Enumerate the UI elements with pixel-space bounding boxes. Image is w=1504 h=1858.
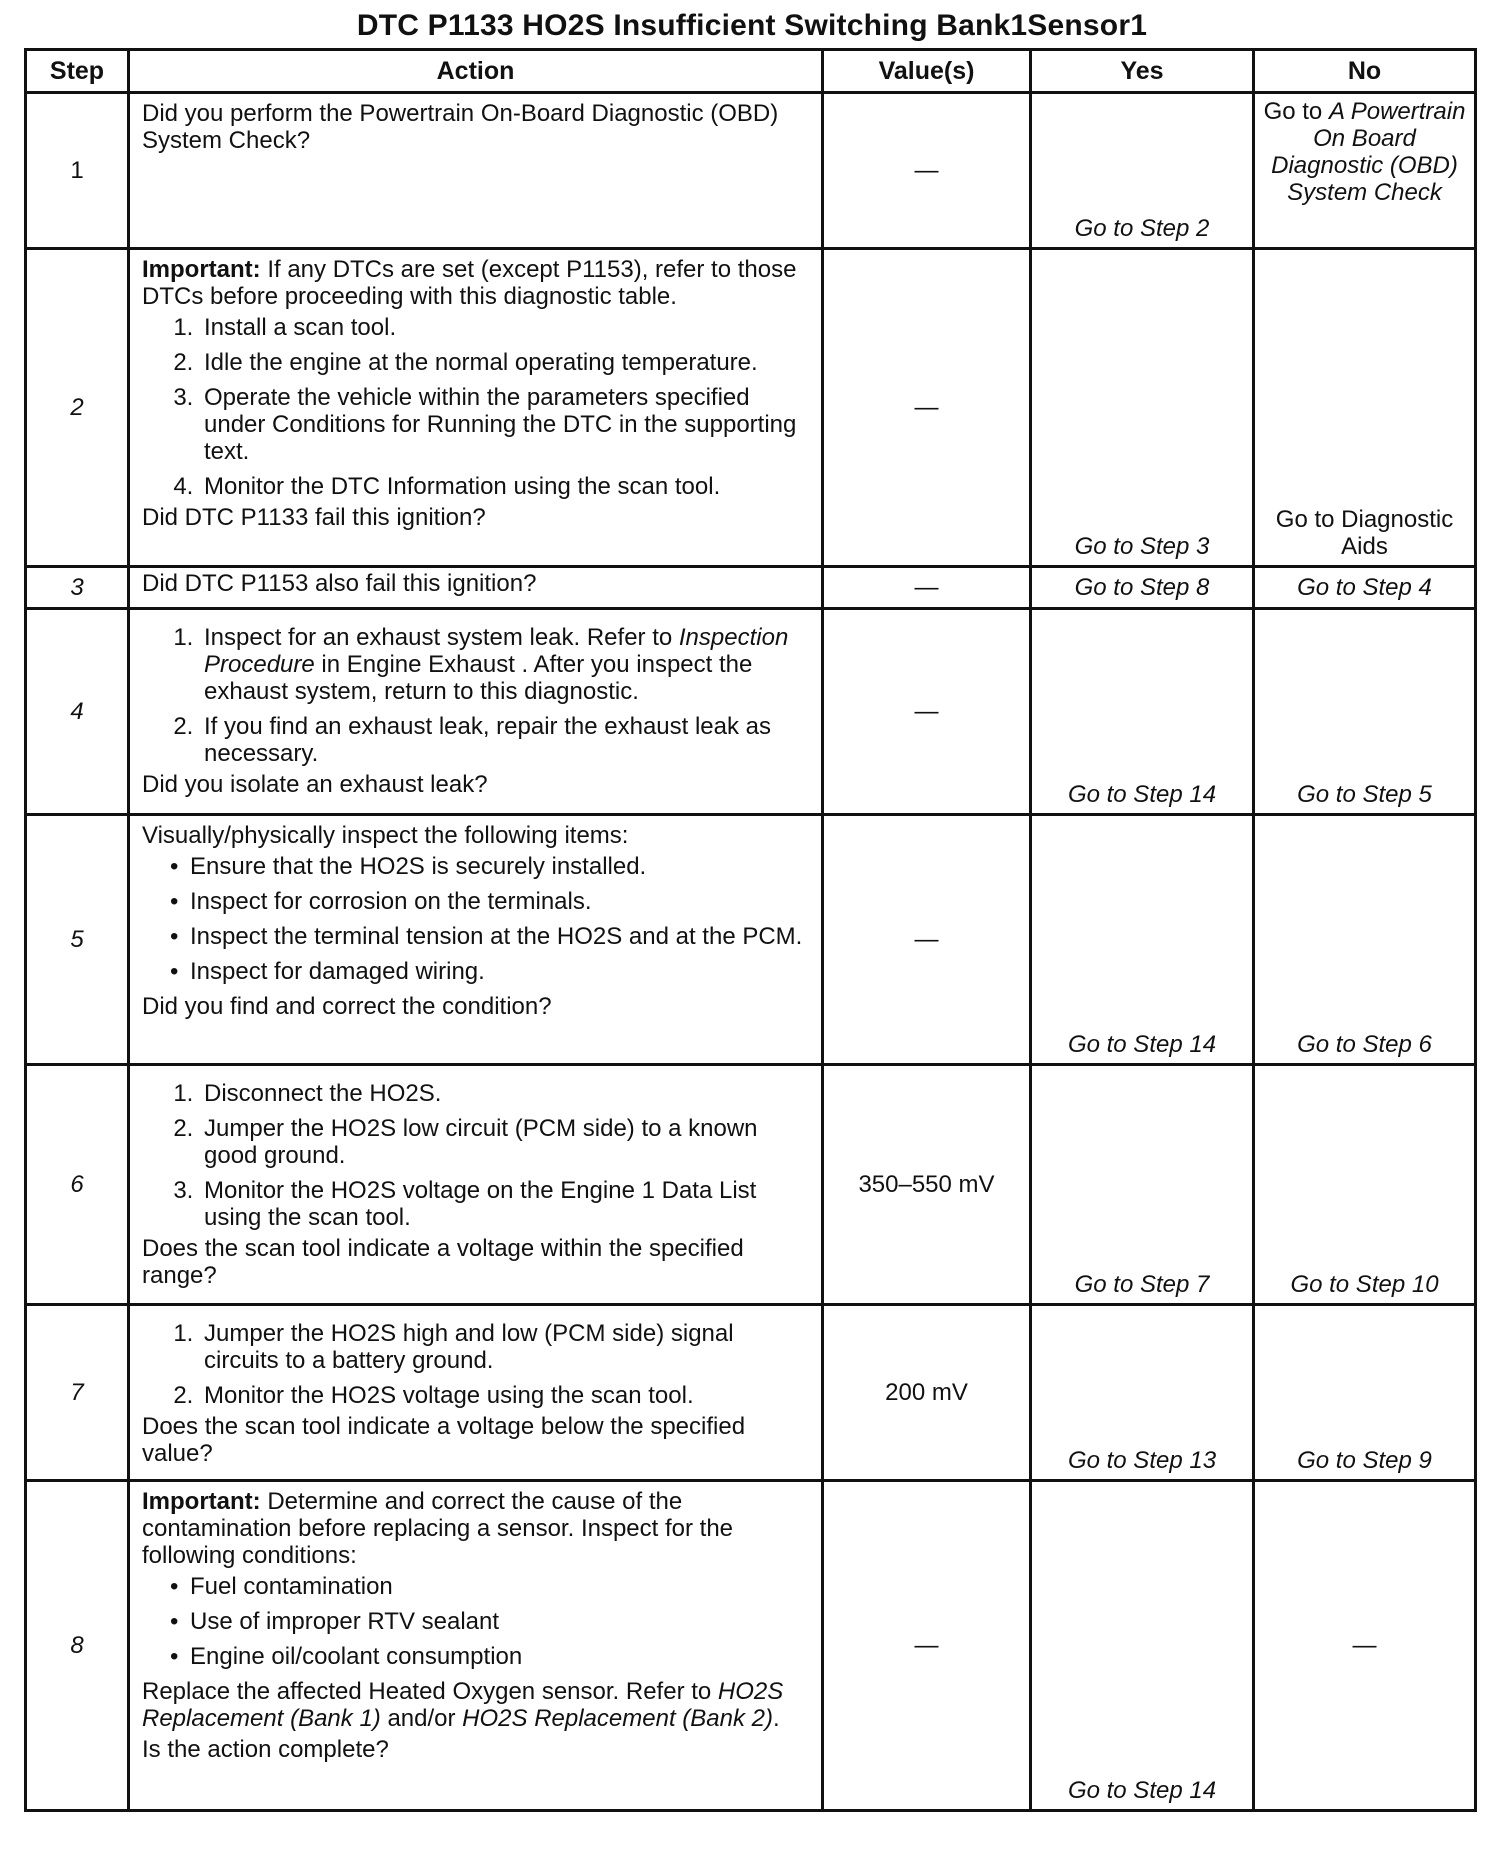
header-yes: Yes — [1031, 50, 1254, 93]
no-cell: Go to Step 10 — [1254, 1065, 1476, 1305]
table-row — [26, 249, 1476, 567]
list-item: 2. Monitor the HO2S voltage using the scan tool. — [200, 1382, 811, 1409]
reference-link: HO2S Replacement (Bank 1) — [142, 1678, 784, 1732]
step-number: 8 — [26, 1481, 129, 1811]
procedure-list — [142, 624, 811, 767]
action-question: Did you perform the Powertrain On-Board Diagnostic (OBD) System Check? — [142, 100, 779, 154]
no-cell: Go to Step 4 — [1254, 567, 1476, 609]
no-prefix: Go to — [1263, 98, 1329, 125]
header-row — [26, 50, 1476, 93]
no-cell: Go to Step 9 — [1254, 1305, 1476, 1481]
list-item: 2. Idle the engine at the normal operating temperature. — [200, 349, 811, 376]
reference-link: Inspection Procedure — [204, 624, 789, 678]
conditions-list — [142, 1573, 811, 1670]
instruction-text: Replace the affected Heated Oxygen sensor. Refer to — [142, 1678, 718, 1705]
list-item: • Use of improper RTV sealant — [190, 1608, 811, 1635]
procedure-list — [142, 1320, 811, 1409]
list-item: 1. Disconnect the HO2S. — [200, 1080, 811, 1107]
table-row — [26, 609, 1476, 815]
action-cell — [129, 567, 823, 609]
action-question: Did you find and correct the condition? — [142, 993, 552, 1020]
step-number: 4 — [26, 609, 129, 815]
important-label: Important: — [142, 1488, 261, 1515]
important-note — [142, 1488, 811, 1569]
header-values: Value(s) — [823, 50, 1031, 93]
header-no: No — [1254, 50, 1476, 93]
no-cell: Go to Diagnostic Aids — [1254, 249, 1476, 567]
table-row — [26, 1065, 1476, 1305]
step-number: 1 — [26, 93, 129, 249]
list-item: 3. Operate the vehicle within the parameters specified under Conditions for Running the DTC in the supporting text. — [200, 384, 811, 465]
action-cell — [129, 93, 823, 249]
yes-cell: Go to Step 13 — [1031, 1305, 1254, 1481]
important-text: Determine and correct the cause of the contamination before replacing a sensor. Inspect for the following conditions: — [142, 1488, 734, 1569]
important-label: Important: — [142, 256, 261, 283]
action-question: Is the action complete? — [142, 1736, 389, 1763]
value-cell: — — [823, 815, 1031, 1065]
header-step: Step — [26, 50, 129, 93]
step-number: 6 — [26, 1065, 129, 1305]
list-item: • Inspect for corrosion on the terminals. — [190, 888, 811, 915]
step-number: 2 — [26, 249, 129, 567]
page-title: DTC P1133 HO2S Insufficient Switching Bank1Sensor1 — [356, 9, 1148, 42]
inspection-list — [142, 853, 811, 985]
yes-cell: Go to Step 7 — [1031, 1065, 1254, 1305]
yes-cell: Go to Step 2 — [1031, 93, 1254, 249]
yes-cell: Go to Step 8 — [1031, 567, 1254, 609]
value-cell: — — [823, 609, 1031, 815]
diagnostic-table — [24, 48, 1477, 1812]
table-row — [26, 93, 1476, 249]
list-item: 1. Install a scan tool. — [200, 314, 811, 341]
procedure-list — [142, 314, 811, 500]
no-cell — [1254, 93, 1476, 249]
instruction-text: . — [772, 1705, 780, 1732]
no-link: A Powertrain On Board Diagnostic (OBD) System Check — [1271, 98, 1466, 206]
important-note — [142, 256, 811, 310]
list-item: • Ensure that the HO2S is securely installed. — [190, 853, 811, 880]
no-cell: Go to Step 5 — [1254, 609, 1476, 815]
table-row — [26, 815, 1476, 1065]
procedure-list — [142, 1080, 811, 1231]
yes-cell: Go to Step 14 — [1031, 1481, 1254, 1811]
value-cell: 350–550 mV — [823, 1065, 1031, 1305]
action-question: Did you isolate an exhaust leak? — [142, 771, 488, 798]
list-item: 1. Jumper the HO2S high and low (PCM side) signal circuits to a battery ground. — [200, 1320, 811, 1374]
action-question: Does the scan tool indicate a voltage within the specified range? — [142, 1235, 744, 1289]
step-number: 3 — [26, 567, 129, 609]
value-cell: — — [823, 249, 1031, 567]
action-intro: Visually/physically inspect the following items: — [142, 822, 629, 849]
value-cell: 200 mV — [823, 1305, 1031, 1481]
list-item: 2. If you find an exhaust leak, repair the exhaust leak as necessary. — [200, 713, 811, 767]
step-number: 5 — [26, 815, 129, 1065]
value-cell: — — [823, 567, 1031, 609]
action-question: Did DTC P1153 also fail this ignition? — [142, 570, 537, 597]
yes-cell: Go to Step 14 — [1031, 815, 1254, 1065]
no-cell: — — [1254, 1481, 1476, 1811]
list-item: • Inspect the terminal tension at the HO2S and at the PCM. — [190, 923, 811, 950]
action-cell — [129, 1065, 823, 1305]
no-cell: Go to Step 6 — [1254, 815, 1476, 1065]
list-item — [200, 624, 811, 705]
table-row — [26, 1305, 1476, 1481]
action-cell — [129, 249, 823, 567]
yes-cell: Go to Step 14 — [1031, 609, 1254, 815]
list-item: 3. Monitor the HO2S voltage on the Engine 1 Data List using the scan tool. — [200, 1177, 811, 1231]
yes-cell: Go to Step 3 — [1031, 249, 1254, 567]
action-cell — [129, 1305, 823, 1481]
value-cell: — — [823, 93, 1031, 249]
action-cell — [129, 815, 823, 1065]
step-number: 7 — [26, 1305, 129, 1481]
list-item: • Engine oil/coolant consumption — [190, 1643, 811, 1670]
important-text: If any DTCs are set (except P1153), refer to those DTCs before proceeding with this diagnostic table. — [142, 256, 797, 310]
action-cell — [129, 1481, 823, 1811]
table-row — [26, 1481, 1476, 1811]
reference-link: HO2S Replacement (Bank 2) — [462, 1705, 773, 1732]
list-item: • Fuel contamination — [190, 1573, 811, 1600]
list-item: 4. Monitor the DTC Information using the scan tool. — [200, 473, 811, 500]
value-cell: — — [823, 1481, 1031, 1811]
list-item: 2. Jumper the HO2S low circuit (PCM side) to a known good ground. — [200, 1115, 811, 1169]
list-item-text: Inspect for an exhaust system leak. Refer to — [204, 624, 679, 651]
action-question: Does the scan tool indicate a voltage below the specified value? — [142, 1413, 746, 1467]
header-action: Action — [129, 50, 823, 93]
action-cell — [129, 609, 823, 815]
list-item-text: in Engine Exhaust . After you inspect the exhaust system, return to this diagnostic. — [204, 651, 753, 705]
list-item: • Inspect for damaged wiring. — [190, 958, 811, 985]
table-row — [26, 567, 1476, 609]
action-question: Did DTC P1133 fail this ignition? — [142, 504, 486, 531]
replace-instruction — [142, 1678, 811, 1732]
instruction-text: and/or — [380, 1705, 463, 1732]
